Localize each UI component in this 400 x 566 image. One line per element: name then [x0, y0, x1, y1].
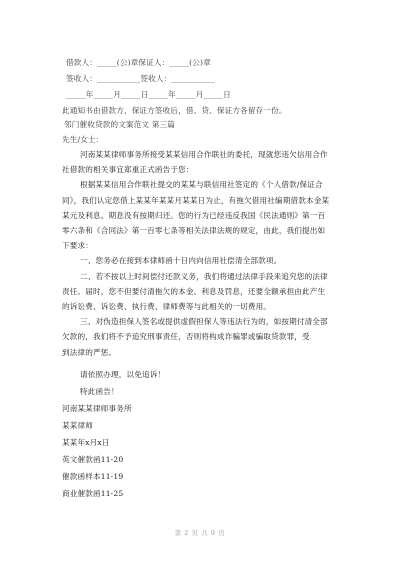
body-line: 二、若不按以上时间偿付还款义务，我们将通过法律手段来追究您的法律 [80, 271, 328, 281]
body-line: 同》，我们认定您借上某某年某某月某某日为止，有拖欠借用社编期借款本金某 [62, 195, 330, 205]
body-line: 零六条和《合同法》第一百零七条等相关法律法规的规定，由此，我们提出如 [62, 226, 326, 235]
body-line: 社借款的相关事宜郑重正式函告于您： [62, 165, 194, 175]
signature-line-receiver: 签收人：___________签收人：___________ [66, 74, 215, 83]
closing-line: 某某年x月x日 [62, 438, 110, 447]
closing-line: 请依照办理，以免追诉！ [80, 370, 166, 379]
body-line: 某元及利息。期息没有按期归还。您的行为已经违反我国《民法通则》第一百 [62, 210, 326, 220]
closing-line: 催款函样本11-19 [62, 472, 124, 481]
section-title: 邻门催收贷款的文案范文 第三篇 [64, 120, 175, 129]
body-line: 欠款的，我们将不予追究刑事责任，否则将构成诈骗罪或骗取贷款罪，受 [62, 332, 310, 342]
salutation: 先生/女士： [62, 135, 104, 144]
body-line: 下要求： [62, 241, 93, 251]
body-line: 一、您务必在接到本律师函十日内向信用社偿清全部款项。 [80, 256, 282, 266]
signature-line-borrower: 借款人：_____(公)章保证人：_____(公)章 [66, 58, 211, 67]
notice-text: 此通知书由借款方，保证方签收后，借、贷、保证方各留存一份。 [62, 106, 287, 115]
signature-line-date: _____年_____月_____日_____年_____月_____日 [66, 90, 231, 99]
body-line: 三、对伪造担保人签名或提供虚假担保人等违法行为的，如按期付清全部 [80, 317, 328, 327]
closing-line: 特此函告！ [80, 387, 119, 396]
body-line: 的诉讼费、诉讼费、执行费、律师费等与此相关的一切费用。 [62, 302, 272, 311]
closing-line: 某某律师 [62, 421, 93, 430]
body-line: 到法律的严惩。 [62, 347, 117, 357]
closing-line: 河南某某律师事务所 [62, 404, 132, 413]
closing-line: 英文催款函11-20 [62, 455, 124, 464]
body-line: 责任。届时，您不但要付清拖欠的本金、利息及罚息，还要全额承担由此产生 [62, 286, 326, 296]
body-line: 河南某某律师事务所接受某某信用合作联社的委托，现就您违欠信用合作 [80, 150, 328, 159]
closing-line: 商业催款函11-25 [62, 489, 124, 498]
page-footer: 第 2 页 共 9 页 [174, 529, 226, 537]
body-line: 根据某某信用合作联社提交的某某与联信用社签定的《个人借款/保证合 [80, 180, 323, 190]
